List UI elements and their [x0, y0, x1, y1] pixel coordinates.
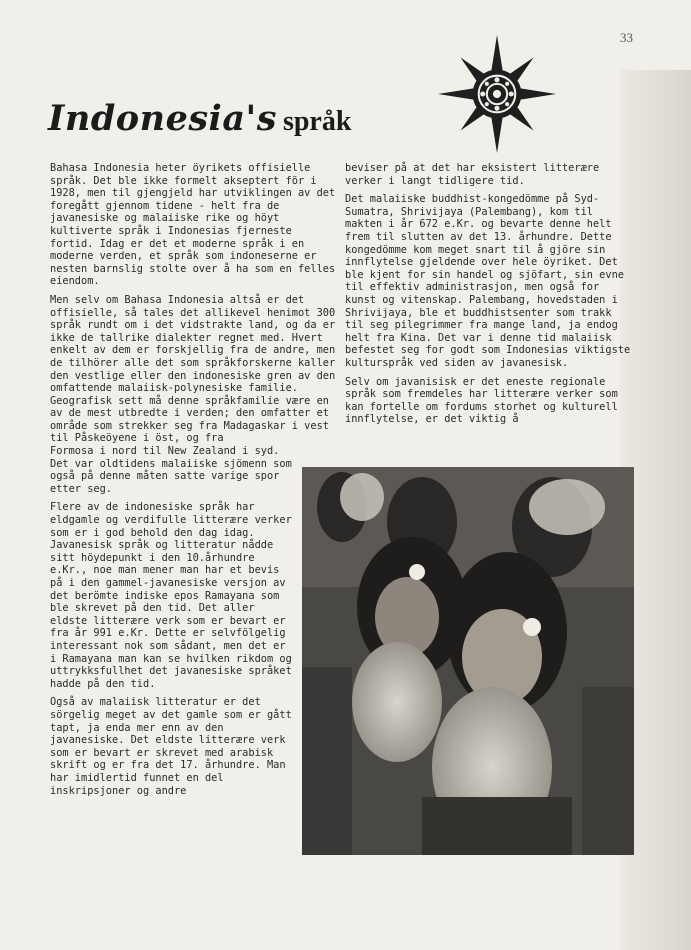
- page-title: [48, 98, 351, 139]
- paragraph: beviser på at det har eksistert litterære verker i langt tidligere tid.: [345, 162, 600, 187]
- right-column: [345, 162, 635, 432]
- paragraph: Flere av de indonesiske språk har eldgamle og verdifulle litterære verker som er i god behold den dag idag. Javanesisk språk og litteratur nådde sitt höydepunkt i den 10.århundre e.Kr., noe man mener man har et bevis på i den gammel-javanesiske versjon av det berömte indiske epos Ramayana som ble skrevet på den tid. Det aller eldste litterære verk som er bevart er fra år 991 e.Kr. Dette er selvfölgelig interessant nok som sådant, men det er i Ramayana man kan se hvilken rikdom og uttrykksfullhet det javanesiske språket hadde på den tid.: [50, 501, 292, 690]
- title-suffix: språk: [282, 106, 352, 137]
- paragraph: [50, 294, 340, 496]
- paragraph: Selv om javanisisk er det eneste regionale språk som fremdeles har litterære verker som kan fortelle om fordums storhet og kulturell innflytelse, er det viktig å: [345, 375, 618, 426]
- paragraph-part: Formosa i nord til New Zealand i syd. Det var oldtidens malaiiske sjömenn som også på denne måten satte varige spor etter seg.: [50, 445, 292, 495]
- page-number: 33: [620, 30, 633, 45]
- paragraph-part: Men selv om Bahasa Indonesia altså er det offisielle, så tales det allikevel henimot 300 språk rundt om i det vidstrakte land, og da er ikke de tallrike dialekter regnet med. Hvert enkelt av dem er forskjellig fra de andre, men de tilhörer alle det som språkforskerne kaller den vestlige eller den indonesiske gren av den omfattende malaiisk-polynesiske familie. Geografisk sett må denne språkfamilie være en av de mest utbredte i verden; den omfatter et område som strekker seg fra Madagaskar i vest til Påskeöyene i öst, og fra: [50, 293, 336, 445]
- paragraph: Også av malaiisk litteratur er det sörgelig meget av det gamle som er gått tapt, ja enda mer enn av den javanesiske. Det eldste litterære verk som er bevart er skrevet med arabisk skrift og er fra det 17. århundre. Man har imidlertid funnet en del inskripsjoner og andre: [50, 696, 292, 797]
- left-column: [50, 162, 340, 803]
- photo-girls-with-flower-leis: [302, 467, 634, 855]
- star-ornament-icon: [436, 33, 558, 155]
- paragraph: Bahasa Indonesia heter öyrikets offisielle språk. Det ble ikke formelt akseptert för i 1928, men til gjengjeld har utviklingen av det foregått gjennom tidene - helt fra de javanesiske og malaiiske rike og höyt kultiverte språk i Indonesias fjerneste fortid. Idag er det et moderne språk i en moderne verden, et språk som indoneserne er nesten barnslig stolte over å ha som en felles eiendom.: [50, 162, 336, 288]
- paragraph: Det malaiiske buddhist-kongedömme på Syd-Sumatra, Shrivijaya (Palembang), kom til makten i år 672 e.Kr. og bevarte denne helt frem til slutten av det 13. århundre. Dette kongedömme kom meget snart til å gjöre sin innflytelse gjeldende over hele öyriket. Det ble kjent for sin handel og sjöfart, sin evne til effektiv administrasjon, men også for kunst og vitenskap. Palembang, hovedstaden i Shrivijaya, ble et buddhistsenter som trakk til seg pilegrimmer fra mange land, ja endog helt fra Kina. Det var i denne tid malaiisk befestet seg for godt som Indonesias viktigste kulturspråk ved siden av javanesisk.: [345, 193, 631, 369]
- title-main: Indonesia's: [48, 98, 277, 139]
